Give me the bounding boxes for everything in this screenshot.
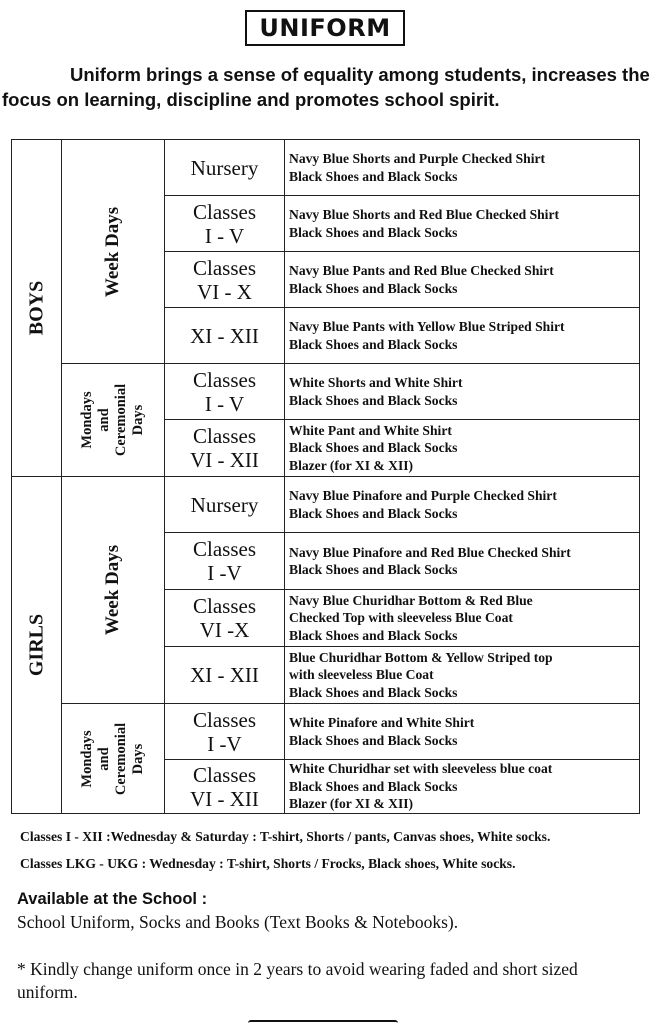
class-cell: Classes I - V xyxy=(165,364,285,420)
girls-mondays-cell xyxy=(62,704,165,814)
available-heading: Available at the School : xyxy=(17,890,208,908)
available-text: School Uniform, Socks and Books (Text Books & Notebooks). xyxy=(17,912,459,932)
uniform-description: Navy Blue Shorts and Purple Checked Shirt Black Shoes and Black Socks xyxy=(285,140,640,196)
uniform-description: Navy Blue Pants with Yellow Blue Striped Shirt Black Shoes and Black Socks xyxy=(285,308,640,364)
uniform-description: White Pinafore and White Shirt Black Shoes and Black Socks xyxy=(285,704,640,760)
girls-weekdays-label: Week Days xyxy=(102,544,123,636)
boys-label: BOYS xyxy=(25,280,47,336)
class-cell: Classes I - V xyxy=(165,196,285,252)
bottom-divider xyxy=(248,1020,398,1026)
uniform-description: Navy Blue Pinafore and Purple Checked Shirt Black Shoes and Black Socks xyxy=(285,477,640,533)
boys-group-cell xyxy=(12,140,62,477)
class-cell: Classes VI -X xyxy=(165,590,285,647)
class-cell: Classes VI - XII xyxy=(165,420,285,477)
uniform-description: Navy Blue Pinafore and Red Blue Checked Shirt Black Shoes and Black Socks xyxy=(285,533,640,590)
class-cell: Nursery xyxy=(165,140,285,196)
page-title: UNIFORM xyxy=(245,10,405,46)
uniform-table xyxy=(11,139,640,814)
class-cell: Classes VI - XII xyxy=(165,760,285,814)
class-cell: XI - XII xyxy=(165,647,285,704)
table-row xyxy=(12,364,640,420)
class-cell: Classes I -V xyxy=(165,533,285,590)
uniform-description: Navy Blue Pants and Red Blue Checked Shirt Black Shoes and Black Socks xyxy=(285,252,640,308)
uniform-description: White Pant and White Shirt Black Shoes and Black Socks Blazer (for XI & XII) xyxy=(285,420,640,477)
class-cell: Nursery xyxy=(165,477,285,533)
boys-mondays-label: Mondays and Ceremonial Days xyxy=(79,383,146,457)
girls-mondays-label: Mondays and Ceremonial Days xyxy=(79,722,146,795)
boys-weekdays-cell xyxy=(62,140,165,364)
table-row xyxy=(12,704,640,760)
footnote: * Kindly change uniform once in 2 years to avoid wearing faded and short sized uniform. xyxy=(17,959,578,1002)
uniform-description: White Churidhar set with sleeveless blue coat Black Shoes and Black Socks Blazer (for XI & XII) xyxy=(285,760,640,814)
class-cell: Classes I -V xyxy=(165,704,285,760)
girls-group-cell xyxy=(12,477,62,814)
table-row xyxy=(12,140,640,196)
uniform-description: White Shorts and White Shirt Black Shoes and Black Socks xyxy=(285,364,640,420)
activity-day-notes xyxy=(20,823,650,877)
class-cell: XI - XII xyxy=(165,308,285,364)
note-line: Classes I - XII :Wednesday & Saturday : T-shirt, Shorts / pants, Canvas shoes, White socks. xyxy=(20,829,551,844)
uniform-description: Navy Blue Shorts and Red Blue Checked Shirt Black Shoes and Black Socks xyxy=(285,196,640,252)
table-row xyxy=(12,477,640,533)
uniform-description: Blue Churidhar Bottom & Yellow Striped top with sleeveless Blue Coat Black Shoes and Black Socks xyxy=(285,647,640,704)
girls-label: GIRLS xyxy=(25,613,47,677)
boys-mondays-cell xyxy=(62,364,165,477)
girls-weekdays-cell xyxy=(62,477,165,704)
intro-paragraph: Uniform brings a sense of equality among students, increases the focus on learning, discipline and promotes school spirit. xyxy=(2,64,650,110)
boys-weekdays-label: Week Days xyxy=(102,206,123,297)
uniform-description: Navy Blue Churidhar Bottom & Red Blue Checked Top with sleeveless Blue Coat Black Shoes and Black Socks xyxy=(285,590,640,647)
class-cell: Classes VI - X xyxy=(165,252,285,308)
note-line: Classes LKG - UKG : Wednesday : T-shirt, Shorts / Frocks, Black shoes, White socks. xyxy=(20,856,516,871)
